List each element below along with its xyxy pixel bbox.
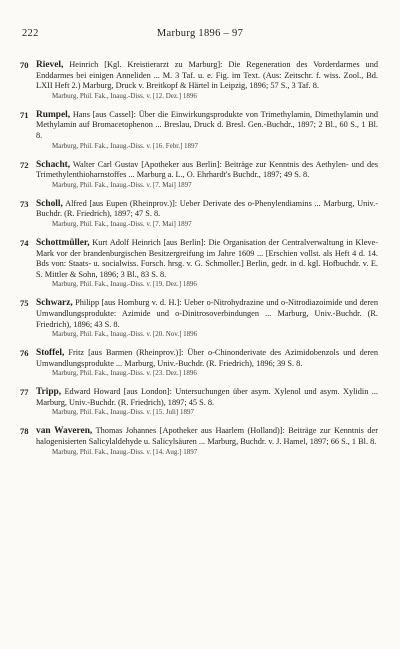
entry-note: Marburg, Phil. Fak., Inaug.-Diss. v. [12. Dez.] 1896 [52, 91, 197, 100]
entry-number: 70 [20, 60, 29, 70]
entry-body [36, 110, 378, 142]
entry-text: Hans [aus Cassel]: Über die Einwirkungsprodukte von Trimethylamin, Dimethylamin und Methylamin auf Bromacetophenon ... Breslau, Druck d. Bresl. Gen.-Buchdr., 1897; 2 Bl., 60 S., 1 Bl. 8. [36, 109, 378, 140]
entry-note: Marburg, Phil. Fak., Inaug.-Diss. v. [14. Aug.] 1897 [52, 447, 198, 456]
entry-text: Alfred [aus Eupen (Rheinprov.)]: Ueber Derivate des o-Phenylendiamins ... Marburg, Univ.-Buchdr. (R. Friedrich), 1897; 47 S. 8. [36, 198, 378, 219]
entry-number: 78 [20, 426, 29, 437]
entry-body [36, 199, 378, 220]
entry-text: Kurt Adolf Heinrich [aus Berlin]: Die Organisation der Centralverwaltung in Kleve-Mark vor der brandenburgischen Besitzergreifung im Jahre 1609 ... [Erschien vollst. als Heft 4 d. 14. Bds von: Staats- u. socialwiss. Forsch. hrsg. v. G. Schmoller.] Berlin, gedr. in d. kgl. Hofbuchdr. v. E. S. Mittler & Sohn, 1896; 3 Bl., 83 S. 8. [36, 237, 379, 279]
entry-number: 74 [20, 237, 29, 248]
entry-73 [20, 199, 378, 229]
page-number: 222 [22, 28, 39, 39]
entry-text: Walter Carl Gustav [Apotheker aus Berlin]: Beiträge zur Kenntnis des Aethylen- und des Trimethylenthioharnstoffes ... Marburg a. L., O. Ehrhardt's Buchdr., 1897; 49 S. 8. [36, 159, 378, 180]
entry-author: Schacht, [36, 159, 71, 170]
entry-author: Schottmüller, [36, 237, 90, 248]
entry-author: Stoffel, [36, 348, 65, 359]
entry-author: Rievel, [36, 60, 64, 70]
entry-74 [20, 238, 378, 289]
entry-note: Marburg, Phil. Fak., Inaug.-Diss. v. [7. Mai] 1897 [52, 180, 192, 189]
entry-number: 76 [20, 348, 29, 359]
entry-author: Tripp, [36, 387, 62, 398]
entry-71 [20, 110, 378, 151]
entry-note: Marburg, Phil. Fak., Inaug.-Diss. v. [19. Dez.] 1896 [52, 280, 197, 289]
entry-list [20, 60, 378, 466]
entry-text: Fritz [aus Barmen (Rheinprov.)]: Über o-Chinonderivate des Azimidobenzols und deren Umwandlungsprodukte ... Marburg, Univ.-Buchdr. (R. Friedrich), 1896; 39 S. 8. [36, 348, 378, 368]
entry-author: Scholl, [36, 198, 63, 209]
entry-number: 73 [20, 198, 29, 209]
entry-note: Marburg, Phil. Fak., Inaug.-Diss. v. [16. Febr.] 1897 [52, 141, 199, 150]
entry-body [36, 160, 378, 181]
entry-70 [20, 60, 378, 101]
entry-author: Rumpel, [36, 109, 71, 120]
entry-number: 72 [20, 159, 29, 170]
entry-body [36, 426, 378, 447]
entry-note: Marburg, Phil. Fak., Inaug.-Diss. v. [23. Dez.] 1896 [52, 369, 197, 378]
entry-78 [20, 426, 378, 456]
entry-77 [20, 387, 378, 417]
page-header [22, 28, 378, 39]
entry-note: Marburg, Phil. Fak., Inaug.-Diss. v. [15. Juli] 1897 [52, 408, 194, 417]
entry-author: van Waveren, [36, 426, 93, 437]
running-title: Marburg 1896 – 97 [156, 28, 244, 39]
entry-72 [20, 160, 378, 190]
entry-body [36, 60, 378, 92]
entry-text: Thomas Johannes [Apotheker aus Haarlem (Holland)]: Beiträge zur Kenntnis der halogenisierten Salicylaldehyde u. Salicylsäuren ... Marburg, Buchdr. v. J. Hamel, 1897; 66 S., 1 Bl. 8. [36, 426, 378, 447]
entry-number: 75 [20, 298, 29, 309]
entry-76 [20, 348, 378, 378]
entry-number: 71 [20, 109, 29, 120]
entry-body [36, 238, 378, 280]
entry-number: 77 [20, 387, 29, 398]
entry-text: Heinrich [Kgl. Kreistierarzt zu Marburg]: Die Regeneration des Vorderdarmes und Enddarmes bei einigen Anneliden ... M. 3 Taf. u. e. Fig. im Text. (Aus: Zeitschr. f. wiss. Zool., Bd. LXII Heft 2.) Marburg, Druck v. Breitkopf & Härtel in Leipzig, 1896; 57 S., 3 Taf. 8. [36, 60, 379, 91]
entry-body [36, 348, 378, 369]
entry-body [36, 387, 378, 408]
entry-body [36, 298, 378, 330]
entry-note: Marburg, Phil. Fak., Inaug.-Diss. v. [20. Nov.] 1896 [52, 330, 198, 339]
entry-note: Marburg, Phil. Fak., Inaug.-Diss. v. [7. Mai] 1897 [52, 219, 192, 228]
entry-text: Edward Howard [aus London]: Untersuchungen über asym. Xylenol und asym. Xylidin ... Marburg, Univ.-Buchdr. (R. Friedrich), 1897; 45 S. 8. [36, 387, 378, 407]
entry-75 [20, 298, 378, 339]
entry-text: Philipp [aus Homburg v. d. H.]: Ueber o-Nitrohydrazine und o-Nitrodiazoimide und deren Umwandlungsprodukte: Azimide und o-Dinitrosoverbindungen ... Marburg, Univ.-Buchdr. (R. Friedrich), 1896; 43 S. 8. [36, 298, 379, 329]
entry-author: Schwarz, [36, 298, 73, 309]
